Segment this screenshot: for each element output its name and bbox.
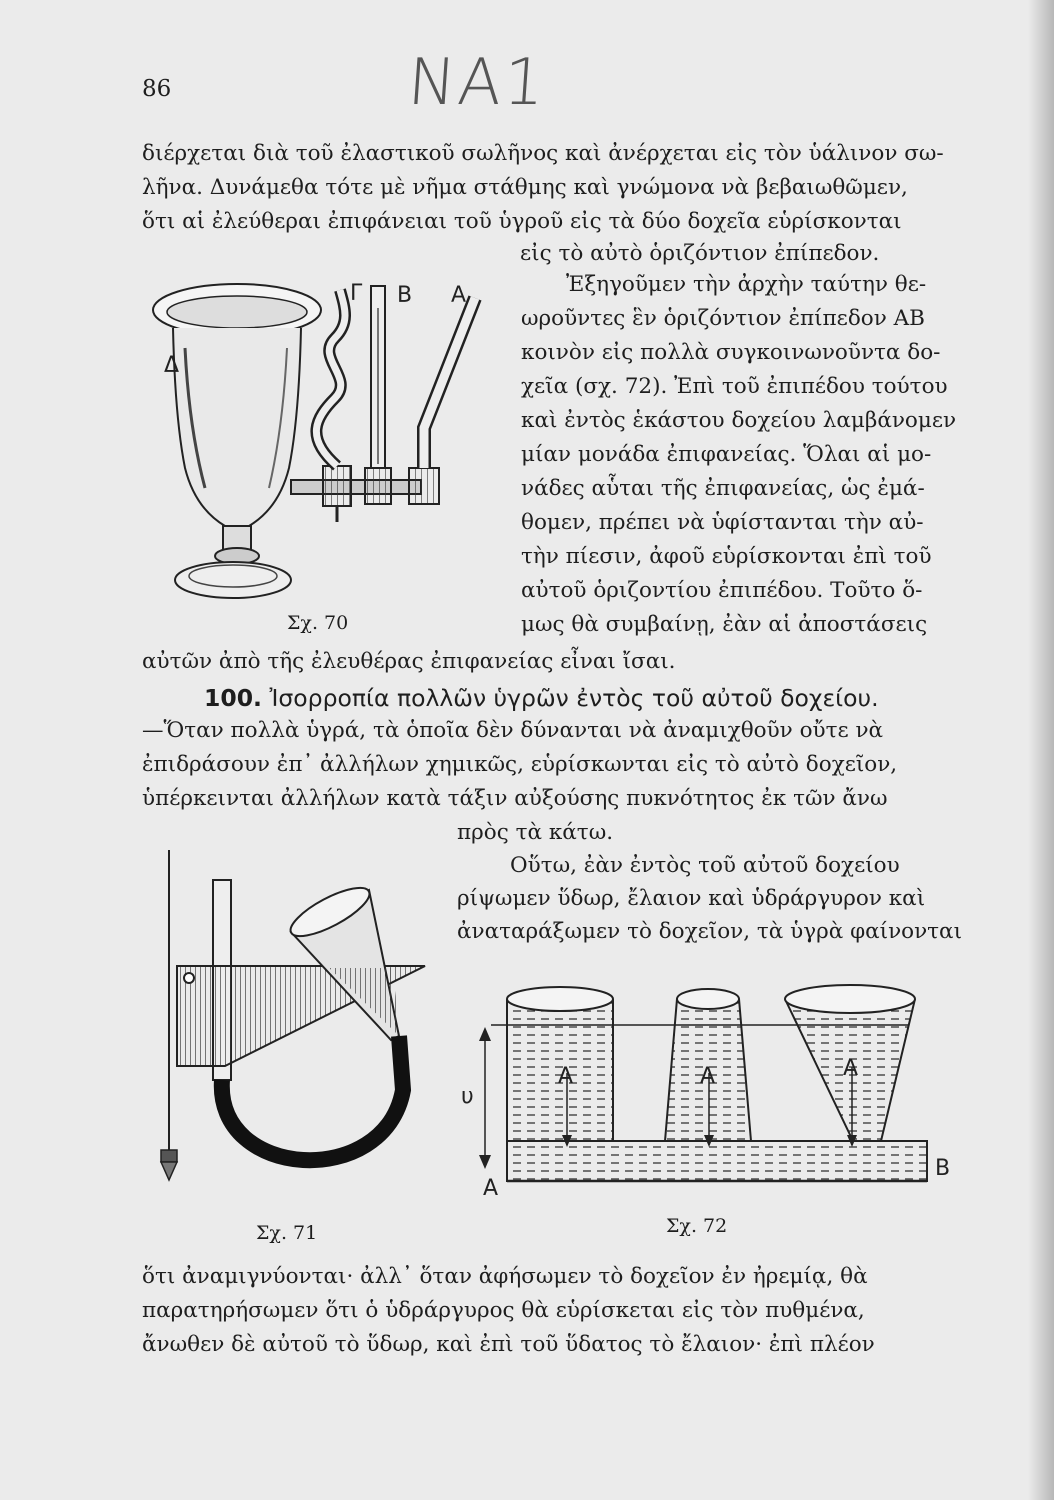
text-line: ωροῦντες ἓν ὁριζόντιον ἐπίπεδον ΑΒ	[521, 306, 925, 331]
figure-72-illustration	[455, 975, 975, 1205]
text-line: μως θὰ συμβαίνῃ, ἐὰν αἱ ἀποστάσεις	[521, 612, 928, 637]
figure-70-illustration	[145, 268, 505, 608]
page-number: 86	[142, 76, 172, 102]
figure-72-caption: Σχ. 72	[666, 1215, 728, 1237]
figure-70-label-delta: Δ	[164, 353, 180, 378]
page-edge-shadow	[1028, 0, 1054, 1500]
text-line: κοινὸν εἰς πολλὰ συγκοινωνοῦντα δο-	[521, 340, 941, 365]
text-line: ἐπιδράσουν ἐπ᾽ ἀλλήλων χημικῶς, εὑρίσκωνται εἰς τὸ αὐτὸ δοχεῖον,	[142, 752, 898, 777]
text-line: τὴν πίεσιν, ἀφοῦ εὑρίσκονται ἐπὶ τοῦ	[521, 544, 932, 569]
section-title: Ἰσορροπία πολλῶν ὑγρῶν ἐντὸς τοῦ αὐτοῦ δοχείου.	[269, 684, 879, 712]
text-line: Ἐξηγοῦμεν τὴν ἀρχὴν ταύτην θε-	[566, 272, 927, 297]
figure-72-label-a2: A	[700, 1064, 716, 1089]
text-line: Οὕτω, ἐὰν ἐντὸς τοῦ αὐτοῦ δοχείου	[510, 853, 900, 878]
text-line: αὐτοῦ ὁριζοντίου ἐπιπέδου. Τοῦτο ὅ-	[521, 578, 923, 603]
text-line: ὅτι αἱ ἐλεύθεραι ἐπιφάνειαι τοῦ ὑγροῦ εἰς τὰ δύο δοχεῖα εὑρίσκονται	[142, 209, 902, 234]
text-line: ρίψωμεν ὕδωρ, ἔλαιον καὶ ὑδράργυρον καὶ	[457, 886, 926, 911]
text-line: παρατηρήσωμεν ὅτι ὁ ὑδράργυρος θὰ εὑρίσκεται εἰς τὸν πυθμένα,	[142, 1298, 865, 1323]
figure-70-label-beta: Β	[397, 283, 413, 308]
text-line: ἄνωθεν δὲ αὐτοῦ τὸ ὕδωρ, καὶ ἐπὶ τοῦ ὕδατος τὸ ἔλαιον· ἐπὶ πλέον	[142, 1332, 875, 1357]
text-line: αὐτῶν ἀπὸ τῆς ἐλευθέρας ἐπιφανείας εἶναι ἴσαι.	[142, 649, 676, 674]
text-line: καὶ ἐντὸς ἑκάστου δοχείου λαμβάνομεν	[521, 408, 957, 433]
text-line: ὅτι ἀναμιγνύονται· ἀλλ᾽ ὅταν ἀφήσωμεν τὸ δοχεῖον ἐν ἠρεμίᾳ, θὰ	[142, 1264, 868, 1289]
figure-72-label-a: A	[483, 1176, 499, 1201]
text-line: χεῖα (σχ. 72). Ἐπὶ τοῦ ἐπιπέδου τούτου	[521, 374, 948, 399]
text-line: θομεν, πρέπει νὰ ὑφίστανται τὴν αὐ-	[521, 510, 924, 535]
section-number: 100.	[204, 684, 262, 712]
figure-70-label-alpha: Α	[451, 283, 467, 308]
figure-72-label-a1: A	[558, 1064, 574, 1089]
text-line: λῆνα. Δυνάμεθα τότε μὲ νῆμα στάθμης καὶ γνώμονα νὰ βεβαιωθῶμεν,	[142, 175, 908, 200]
figure-72-label-b: B	[935, 1156, 951, 1181]
text-line: εἰς τὸ αὐτὸ ὁριζόντιον ἐπίπεδον.	[520, 241, 880, 266]
figure-71-illustration	[155, 850, 455, 1190]
figure-72-label-a3: A	[843, 1056, 859, 1081]
text-line: ὑπέρκεινται ἀλλήλων κατὰ τάξιν αὐξούσης πυκνότητος ἐκ τῶν ἄνω	[142, 786, 888, 811]
handwritten-note: ΝΑ1	[405, 46, 549, 120]
figure-70-label-gamma: Γ	[350, 281, 363, 306]
text-line: ἀναταράξωμεν τὸ δοχεῖον, τὰ ὑγρὰ φαίνονται	[457, 919, 962, 944]
text-line: —Ὅταν πολλὰ ὑγρά, τὰ ὁποῖα δὲν δύνανται νὰ ἀναμιχθοῦν οὔτε νὰ	[142, 718, 884, 743]
figure-70-caption: Σχ. 70	[287, 612, 349, 634]
figure-72-label-v: υ	[461, 1084, 474, 1109]
section-heading	[204, 684, 879, 712]
figure-71-caption: Σχ. 71	[256, 1222, 318, 1244]
text-line: μίαν μονάδα ἐπιφανείας. Ὅλαι αἱ μο-	[521, 442, 932, 467]
text-line: διέρχεται διὰ τοῦ ἐλαστικοῦ σωλῆνος καὶ ἀνέρχεται εἰς τὸν ὑάλινον σω-	[142, 141, 944, 166]
text-line: νάδες αὗται τῆς ἐπιφανείας, ὡς ἐμά-	[521, 476, 925, 501]
text-line: πρὸς τὰ κάτω.	[457, 820, 614, 845]
